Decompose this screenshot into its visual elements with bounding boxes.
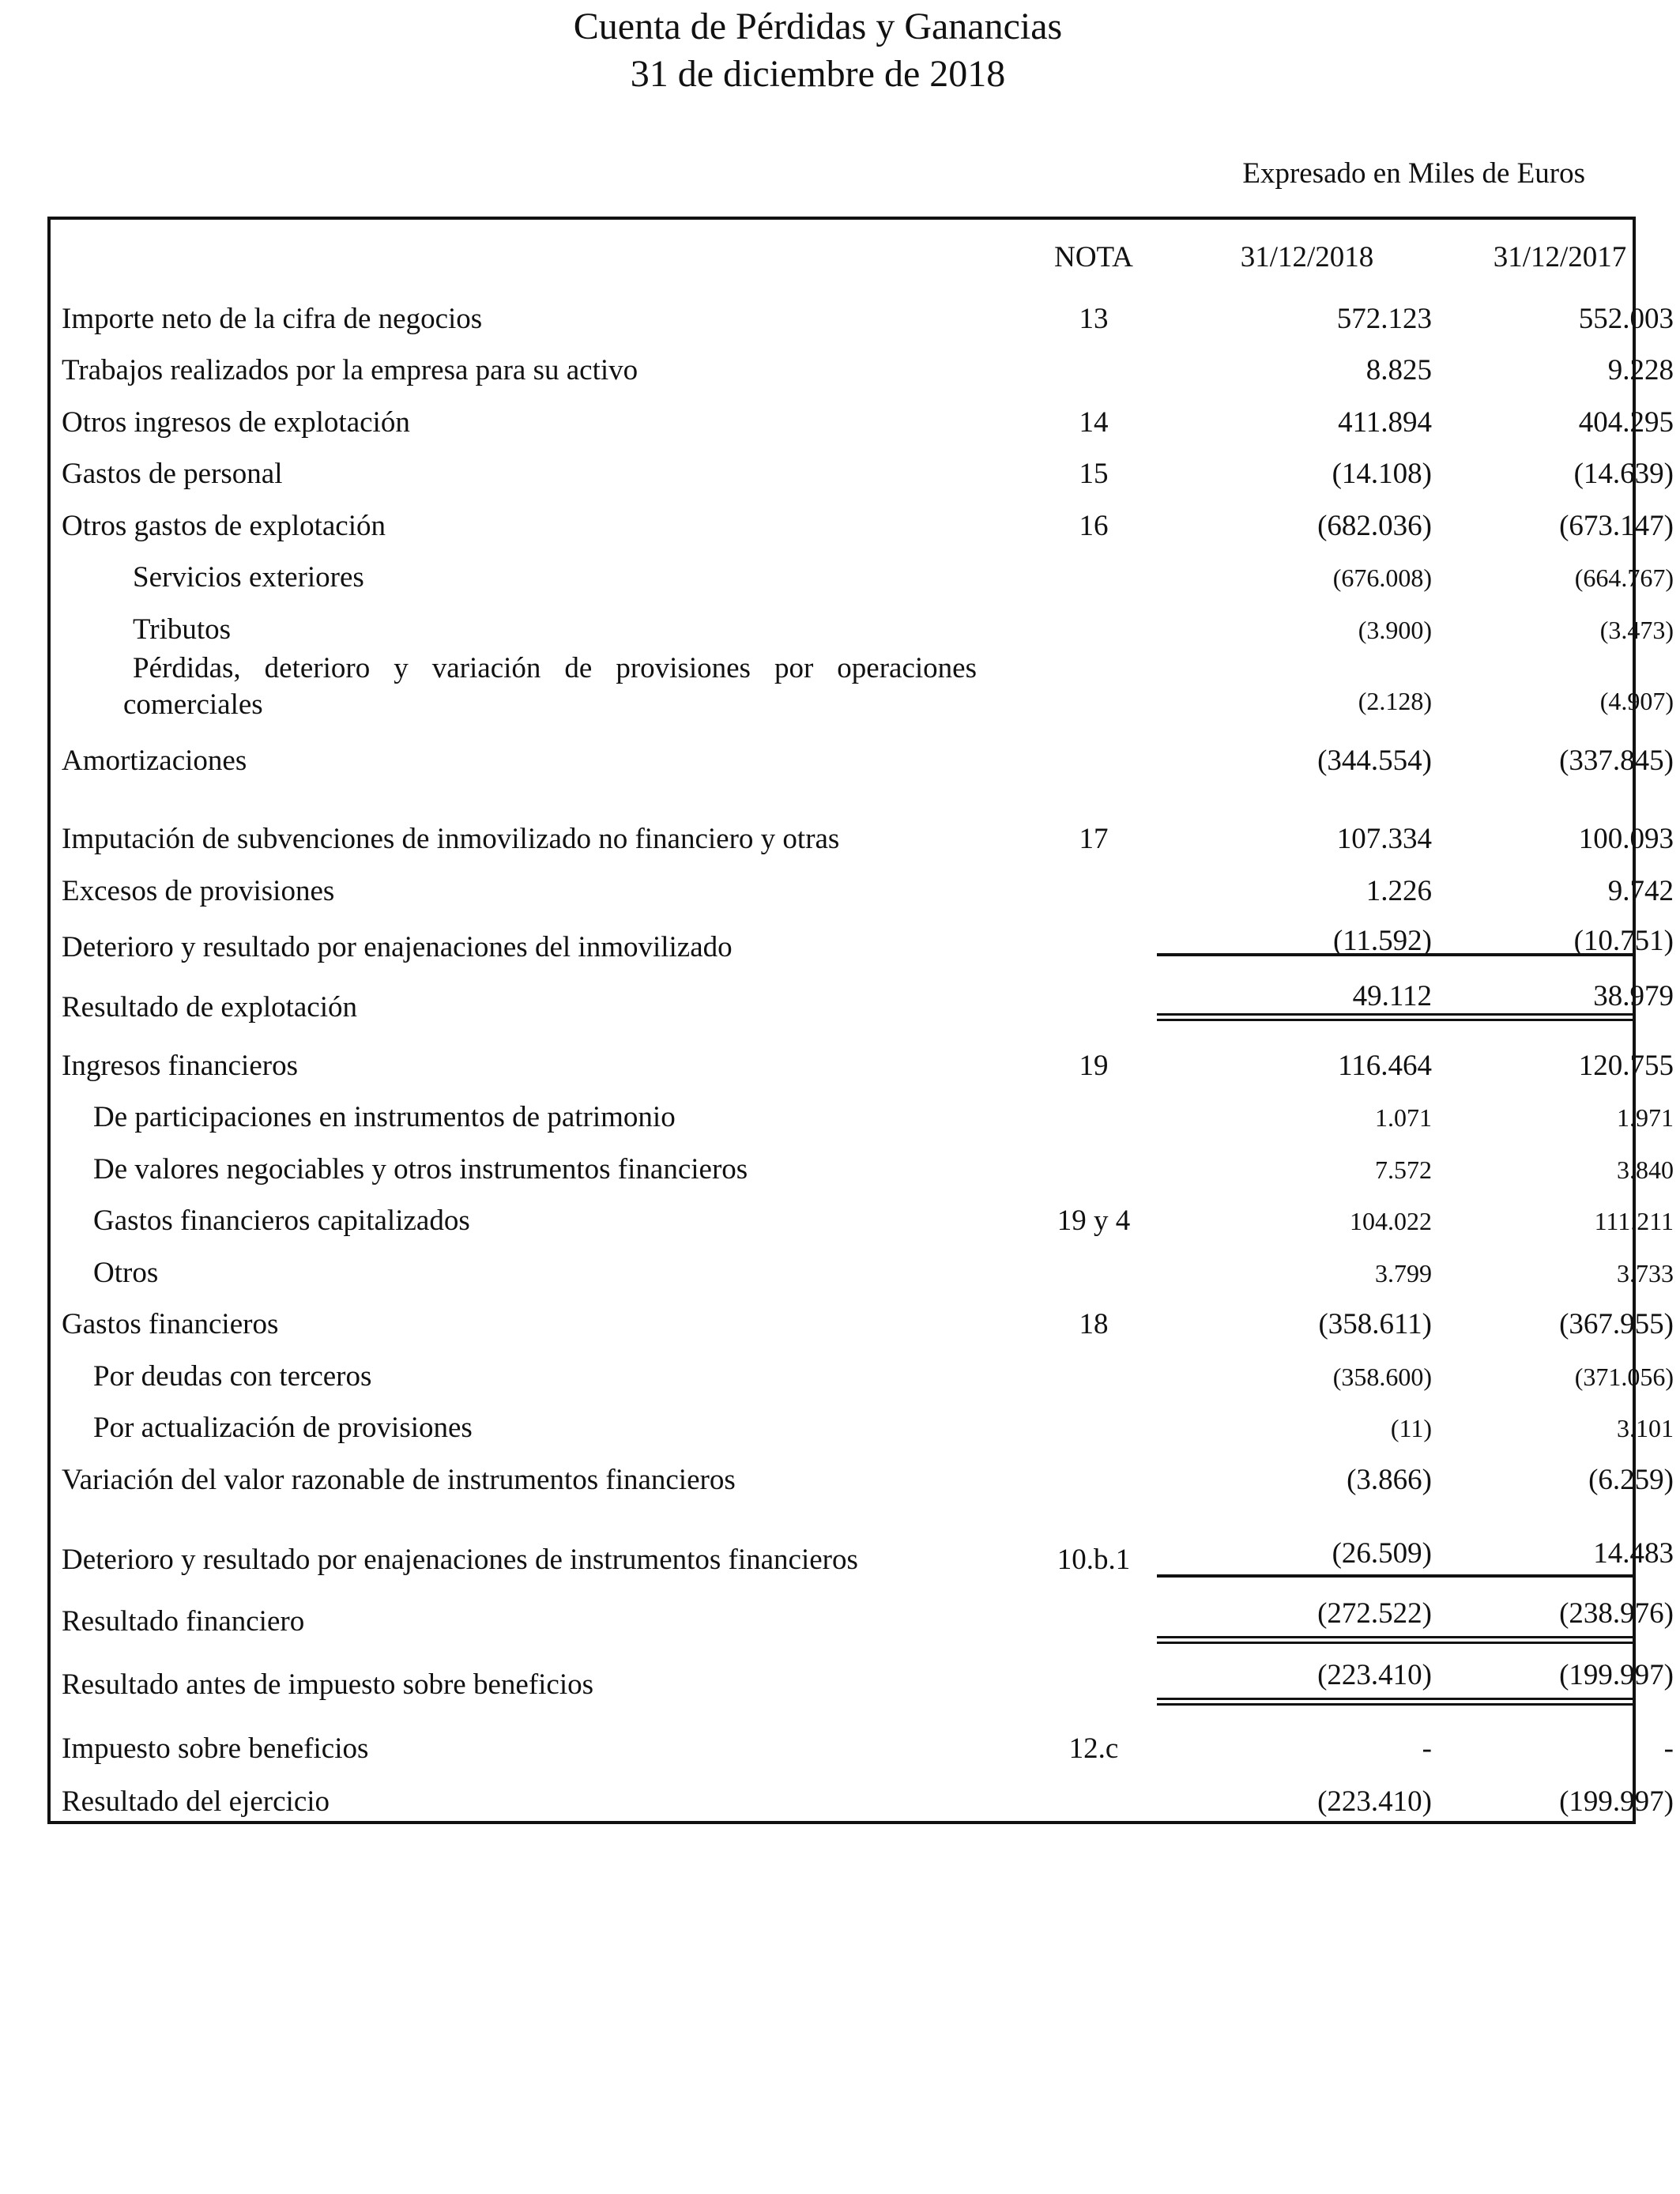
subtotal-underline <box>1157 953 1438 956</box>
row-value-2017: 1.971 <box>1617 1103 1674 1132</box>
row-label: Ingresos financieros <box>62 1050 298 1082</box>
row-value-2018: (3.866) <box>1347 1464 1432 1496</box>
total-double-underline <box>1402 1698 1633 1706</box>
row-value-2017: 14.483 <box>1593 1537 1674 1570</box>
table-row <box>51 1301 1674 1348</box>
row-label: Tributos <box>133 613 232 646</box>
row-value-2018: (344.554) <box>1317 745 1432 777</box>
row-value-2017: 3.840 <box>1617 1155 1674 1184</box>
row-value-2018: 1.071 <box>1375 1103 1432 1132</box>
table-row <box>51 1146 1674 1193</box>
row-label: Gastos financieros <box>62 1308 279 1340</box>
subtotal-underline <box>1157 1574 1438 1578</box>
row-value-2017: (664.767) <box>1574 564 1674 592</box>
row-label: Otros ingresos de explotación <box>62 406 410 439</box>
row-value-2018: (358.600) <box>1332 1363 1432 1391</box>
row-value-2018: 107.334 <box>1336 823 1432 855</box>
row-value-2018: (26.509) <box>1332 1537 1432 1570</box>
row-value-2018: 49.112 <box>1352 980 1432 1012</box>
row-value-2017: (6.259) <box>1588 1464 1674 1496</box>
subtotal-underline <box>1402 1574 1633 1578</box>
row-value-2018: (682.036) <box>1317 510 1432 542</box>
total-double-underline <box>1402 1013 1633 1021</box>
row-value-2017: (14.639) <box>1573 458 1674 490</box>
row-label: Resultado del ejercicio <box>62 1785 330 1818</box>
row-value-2018: (14.108) <box>1332 458 1432 490</box>
table-row <box>51 1042 1674 1090</box>
total-double-underline <box>1157 1013 1438 1021</box>
row-value-2017: (367.955) <box>1559 1308 1674 1340</box>
row-label: Gastos financieros capitalizados <box>93 1204 470 1237</box>
income-statement-table <box>47 217 1674 1824</box>
row-label: Pérdidas, deterioro y variación de provisiones por operaciones comerciales <box>123 652 977 721</box>
row-nota: 17 <box>1079 823 1109 855</box>
table-row <box>51 296 1674 343</box>
row-value-2018: (3.900) <box>1358 616 1432 644</box>
row-value-2017: 404.295 <box>1578 406 1674 439</box>
row-value-2017: 38.979 <box>1593 980 1674 1012</box>
row-label: Resultado financiero <box>62 1605 305 1638</box>
row-value-2017: - <box>1663 1732 1674 1765</box>
table-row <box>51 503 1674 550</box>
row-label: Por actualización de provisiones <box>93 1412 473 1444</box>
row-nota: 15 <box>1079 458 1109 490</box>
row-nota: 18 <box>1079 1308 1109 1340</box>
row-nota: 12.c <box>1068 1732 1119 1765</box>
row-nota: 16 <box>1079 510 1109 542</box>
row-value-2017: 552.003 <box>1578 303 1674 335</box>
row-value-2017: 120.755 <box>1578 1050 1674 1082</box>
units-note: Expresado en Miles de Euros <box>1242 157 1585 190</box>
table-row <box>51 1094 1674 1141</box>
row-label: Impuesto sobre beneficios <box>62 1732 369 1765</box>
row-label: Servicios exteriores <box>133 561 364 594</box>
row-value-2017: 111.211 <box>1594 1207 1674 1235</box>
row-value-2017: (199.997) <box>1559 1785 1674 1818</box>
subtotal-underline <box>1402 953 1633 956</box>
table-row <box>51 1590 1674 1638</box>
table-row <box>51 1353 1674 1400</box>
row-value-2017: (371.056) <box>1574 1363 1674 1391</box>
row-value-2017: 9.228 <box>1607 354 1674 386</box>
row-label: Importe neto de la cifra de negocios <box>62 303 483 335</box>
table-row <box>51 554 1674 601</box>
table-row <box>51 650 1674 729</box>
page-title: Cuenta de Pérdidas y Ganancias <box>573 6 1063 47</box>
table-row <box>51 1530 1674 1578</box>
row-nota: 19 y 4 <box>1057 1204 1131 1237</box>
row-value-2018: 7.572 <box>1375 1155 1432 1184</box>
total-double-underline <box>1402 1636 1633 1644</box>
row-label: Amortizaciones <box>62 745 247 777</box>
row-value-2017: (238.976) <box>1559 1597 1674 1630</box>
year-2017-column-header: 31/12/2017 <box>1493 241 1627 273</box>
table-row <box>51 1457 1674 1504</box>
row-value-2018: (676.008) <box>1332 564 1432 592</box>
row-value-2017: 9.742 <box>1607 875 1674 907</box>
row-value-2018: 3.799 <box>1375 1259 1432 1287</box>
table-row <box>51 868 1674 915</box>
row-value-2018: 1.226 <box>1365 875 1432 907</box>
row-nota: 19 <box>1079 1050 1109 1082</box>
table-row <box>51 450 1674 498</box>
page-date: 31 de diciembre de 2018 <box>630 53 1006 95</box>
row-value-2018: - <box>1422 1732 1432 1765</box>
row-label: Deterioro y resultado por enajenaciones del inmovilizado <box>62 931 733 963</box>
row-value-2018: (223.410) <box>1317 1785 1432 1818</box>
row-nota: 13 <box>1079 303 1109 335</box>
row-label: Gastos de personal <box>62 458 283 490</box>
table-row <box>51 1652 1674 1701</box>
row-value-2018: 411.894 <box>1338 406 1432 439</box>
row-value-2017: (10.751) <box>1573 925 1674 957</box>
table-header-row <box>51 234 1633 281</box>
total-double-underline <box>1157 1698 1438 1706</box>
row-value-2017: 3.733 <box>1617 1259 1674 1287</box>
nota-column-header: NOTA <box>1054 241 1133 273</box>
row-value-2018: (11.592) <box>1332 925 1432 957</box>
row-value-2018: (2.128) <box>1358 687 1432 715</box>
table-row <box>51 737 1674 785</box>
table-row <box>51 399 1674 447</box>
row-value-2018: 8.825 <box>1365 354 1432 386</box>
table-row <box>51 1250 1674 1297</box>
row-value-2018: 572.123 <box>1336 303 1432 335</box>
row-nota: 10.b.1 <box>1057 1544 1131 1576</box>
row-value-2017: 100.093 <box>1578 823 1674 855</box>
year-2018-column-header: 31/12/2018 <box>1240 241 1374 273</box>
row-value-2018: 104.022 <box>1350 1207 1432 1235</box>
table-row <box>51 1725 1674 1773</box>
row-label: Por deudas con terceros <box>93 1360 372 1393</box>
row-label: Excesos de provisiones <box>62 875 335 907</box>
total-double-underline <box>1157 1636 1438 1644</box>
row-label: Resultado de explotación <box>62 991 358 1023</box>
row-value-2018: (358.611) <box>1318 1308 1432 1340</box>
row-label: Imputación de subvenciones de inmovilizado no financiero y otras <box>62 823 840 855</box>
row-value-2018: (223.410) <box>1317 1659 1432 1691</box>
table-row <box>51 918 1674 965</box>
row-nota: 14 <box>1079 406 1109 439</box>
row-value-2017: (3.473) <box>1599 616 1674 644</box>
table-row <box>51 347 1674 394</box>
table-row <box>51 1197 1674 1245</box>
table-row <box>51 816 1674 863</box>
row-value-2018: (11) <box>1390 1414 1432 1442</box>
row-label: Variación del valor razonable de instrumentos financieros <box>62 1464 736 1496</box>
row-value-2017: (673.147) <box>1559 510 1674 542</box>
row-value-2018: (272.522) <box>1317 1597 1432 1630</box>
table-row <box>51 606 1674 654</box>
table-row <box>51 1404 1674 1452</box>
row-value-2017: (199.997) <box>1559 1659 1674 1691</box>
row-value-2017: (337.845) <box>1559 745 1674 777</box>
row-value-2017: 3.101 <box>1617 1414 1674 1442</box>
row-label: De participaciones en instrumentos de patrimonio <box>93 1101 676 1133</box>
row-label: Deterioro y resultado por enajenaciones de instrumentos financieros <box>62 1544 858 1576</box>
row-label: Otros gastos de explotación <box>62 510 386 542</box>
row-value-2018: 116.464 <box>1338 1050 1432 1082</box>
table-row <box>51 1772 1674 1819</box>
row-label: Trabajos realizados por la empresa para su activo <box>62 354 638 386</box>
row-value-2017: (4.907) <box>1599 687 1674 715</box>
row-label: Otros <box>93 1257 159 1289</box>
row-label: Resultado antes de impuesto sobre beneficios <box>62 1668 594 1701</box>
row-label: De valores negociables y otros instrumentos financieros <box>93 1153 748 1186</box>
